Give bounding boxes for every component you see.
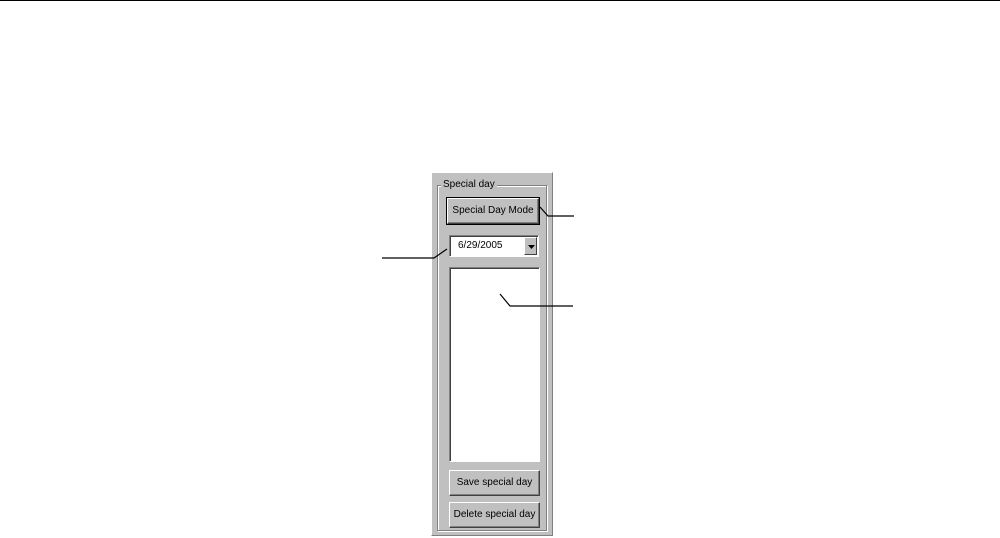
delete-special-day-button[interactable]: Delete special day (449, 502, 540, 528)
save-special-day-button[interactable]: Save special day (449, 470, 540, 496)
special-days-list[interactable] (449, 267, 540, 462)
date-dropdown-button[interactable] (524, 237, 537, 255)
chevron-down-icon (528, 245, 535, 249)
date-picker[interactable] (449, 235, 539, 257)
top-rule-line (0, 0, 1000, 1)
special-day-mode-button[interactable]: Special Day Mode (447, 198, 539, 224)
group-legend: Special day (443, 179, 495, 190)
date-value: 6/29/2005 (458, 240, 503, 251)
special-day-panel (431, 172, 553, 536)
